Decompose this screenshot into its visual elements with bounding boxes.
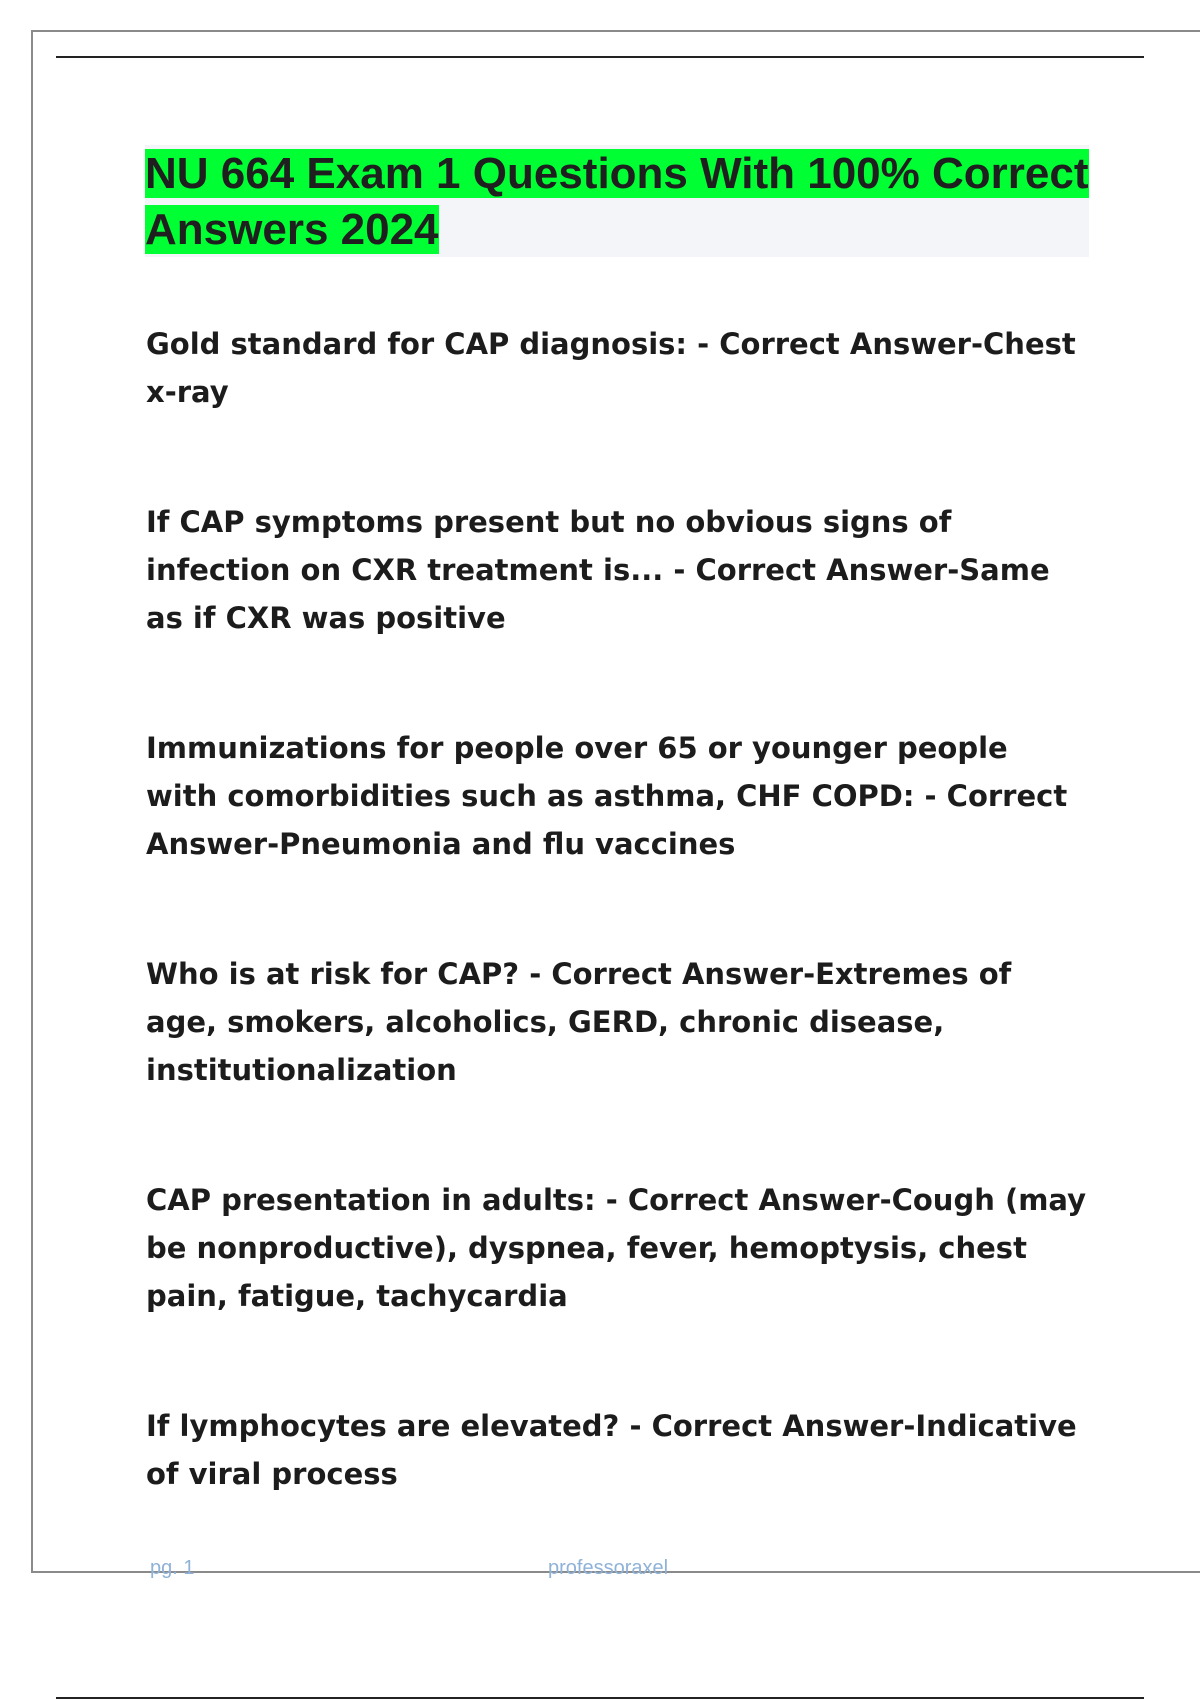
qa-item: If CAP symptoms present but no obvious signs of infection on CXR treatment is... - Correct Answer-Same as if CXR was positive <box>146 505 1050 635</box>
footer-rule <box>56 1697 1144 1699</box>
qa-item: CAP presentation in adults: - Correct Answer-Cough (may be nonproductive), dyspnea, fever, hemoptysis, chest pain, fatigue, tachycardia <box>146 1183 1087 1313</box>
title-highlight: NU 664 Exam 1 Questions With 100% Correct Answers 2024 <box>145 149 1089 254</box>
qa-item: Who is at risk for CAP? - Correct Answer-Extremes of age, smokers, alcoholics, GERD, chronic disease, institutionalization <box>146 957 1012 1087</box>
document-title <box>145 146 1089 258</box>
qa-item: If lymphocytes are elevated? - Correct Answer-Indicative of viral process <box>146 1409 1077 1491</box>
header-rule <box>56 56 1144 58</box>
qa-list <box>146 320 1086 1580</box>
qa-item: Gold standard for CAP diagnosis: - Correct Answer-Chest x-ray <box>146 327 1076 409</box>
footer-author: professoraxel <box>548 1557 669 1579</box>
qa-item: Immunizations for people over 65 or younger people with comorbidities such as asthma, CHF COPD: - Correct Answer-Pneumonia and flu vaccines <box>146 731 1068 861</box>
page-number: pg. 1 <box>150 1557 195 1579</box>
